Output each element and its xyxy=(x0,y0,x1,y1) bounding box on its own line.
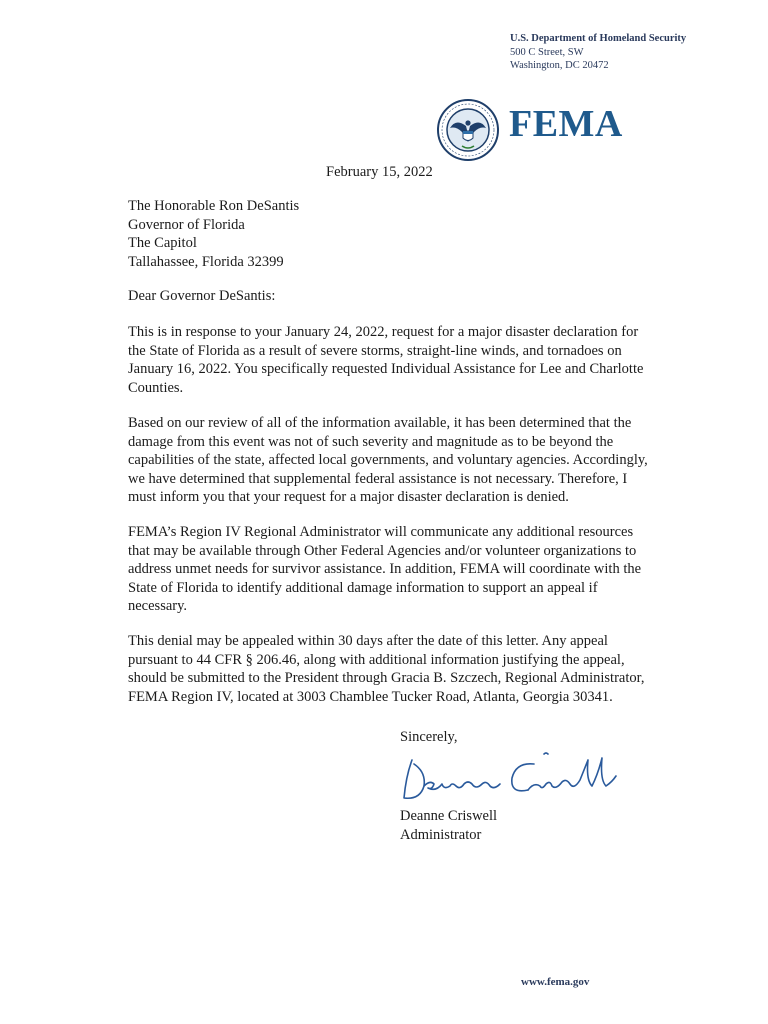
body-paragraph xyxy=(128,414,668,507)
recipient-building: The Capitol xyxy=(128,235,197,251)
fema-wordmark: FEMA xyxy=(509,103,623,145)
body-paragraph xyxy=(128,632,668,706)
paragraph-line: This denial may be appealed within 30 days after the date of this letter. Any appeal xyxy=(128,633,608,649)
paragraph-line: Counties. xyxy=(128,379,184,396)
paragraph-line: we have determined that supplemental federal assistance is not necessary. Therefore, I xyxy=(128,470,628,487)
paragraph-line: should be submitted to the President through Gracia B. Szczech, Regional Administrator, xyxy=(128,670,645,686)
salutation: Dear Governor DeSantis: xyxy=(128,288,276,304)
street-address: 500 C Street, SW xyxy=(510,46,584,58)
paragraph-line: damage from this event was not of such severity and magnitude as to be beyond the xyxy=(128,433,614,450)
signer-block xyxy=(400,807,497,844)
recipient-address xyxy=(128,197,299,271)
paragraph-line: FEMA’s Region IV Regional Administrator will communicate any additional resources xyxy=(128,524,634,540)
paragraph-line: that may be available through Other Federal Agencies and/or volunteer organizations to xyxy=(128,542,637,559)
recipient-title: Governor of Florida xyxy=(128,216,245,233)
paragraph-line: the State of Florida as a result of severe storms, straight-line winds, and tornadoes on xyxy=(128,342,622,359)
paragraph-line: necessary. xyxy=(128,598,188,614)
signer-title: Administrator xyxy=(400,826,482,843)
agency-address-block xyxy=(510,32,686,73)
paragraph-line: This is in response to your January 24, 2022, request for a major disaster declaration for xyxy=(128,324,639,340)
closing: Sincerely, xyxy=(400,729,458,745)
footer-url: www.fema.gov xyxy=(521,976,590,988)
department-name: U.S. Department of Homeland Security xyxy=(510,33,687,44)
signer-name: Deanne Criswell xyxy=(400,808,498,824)
paragraph-line: Based on our review of all of the information available, it has been determined that the xyxy=(128,415,632,431)
letter-date: February 15, 2022 xyxy=(326,164,433,180)
paragraph-line: January 16, 2022. You specifically requested Individual Assistance for Lee and Charlotte xyxy=(128,361,644,377)
dhs-seal-icon xyxy=(436,98,500,162)
fema-logo xyxy=(436,98,636,162)
city-address: Washington, DC 20472 xyxy=(510,60,609,71)
recipient-name: The Honorable Ron DeSantis xyxy=(128,198,300,214)
paragraph-line: State of Florida to identify additional damage information to support an appeal if xyxy=(128,579,598,596)
body-paragraph xyxy=(128,323,668,397)
handwritten-signature xyxy=(394,746,634,808)
recipient-city: Tallahassee, Florida 32399 xyxy=(128,253,284,270)
paragraph-line: must inform you that your request for a major disaster declaration is denied. xyxy=(128,489,569,505)
paragraph-line: pursuant to 44 CFR § 206.46, along with additional information justifying the appeal, xyxy=(128,651,625,668)
paragraph-line: capabilities of the state, affected local governments, and voluntary agencies. Accordingly, xyxy=(128,452,648,468)
paragraph-line: FEMA Region IV, located at 3003 Chamblee Tucker Road, Atlanta, Georgia 30341. xyxy=(128,688,613,705)
body-paragraph xyxy=(128,523,668,616)
paragraph-line: address unmet needs for survivor assistance. In addition, FEMA will coordinate with the xyxy=(128,561,642,577)
